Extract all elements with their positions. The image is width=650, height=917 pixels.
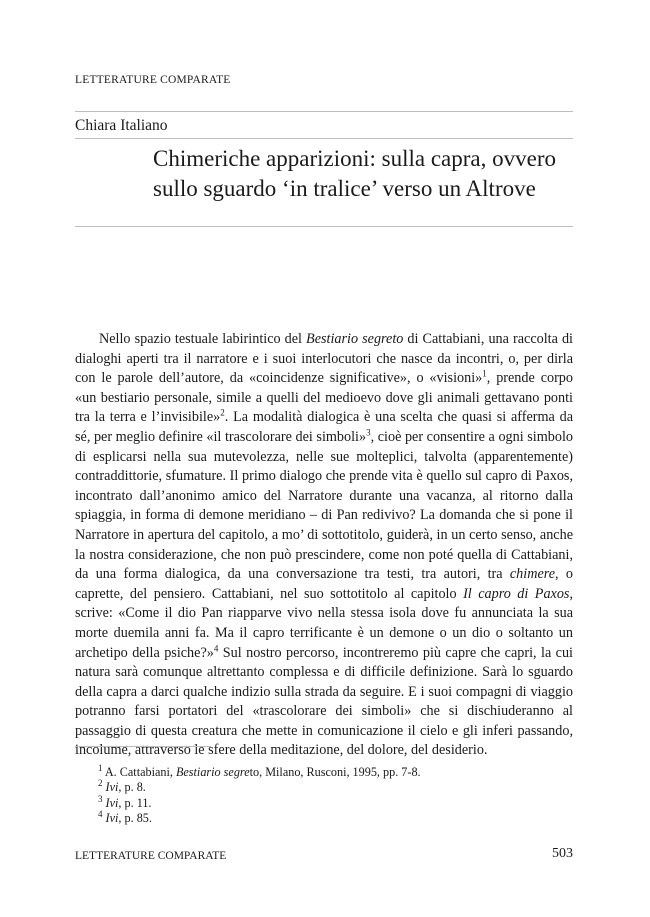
body-text: . La modalità dialogica è una scelta che quasi si afferma da sé, per meglio definire «il trascolorare dei simboli» (75, 409, 574, 445)
work-title: Bestiario segreto (306, 331, 404, 347)
footnote-text: , p. 11. (118, 795, 152, 810)
article-title (153, 144, 573, 204)
footnotes (98, 762, 568, 827)
footnote-text: to, Milano, Rusconi, 1995, pp. 7-8. (249, 765, 421, 779)
author-rule (75, 138, 573, 139)
footnote-text: , p. 85. (118, 811, 152, 826)
footnote-italic: Ivi (105, 780, 119, 795)
page-number: 503 (552, 846, 573, 861)
running-footer: LETTERATURE COMPARATE (75, 850, 227, 862)
footnote-ref[interactable]: 1 (482, 368, 487, 379)
chapter-title: Il capro di Paxos (463, 585, 570, 602)
footnote-italic: Ivi (105, 811, 119, 826)
footnote-text: A. Cattabiani, (104, 765, 176, 779)
footnote (98, 811, 568, 826)
footnote (98, 762, 568, 780)
footnote-number: 4 (98, 809, 103, 820)
footnote-number: 3 (98, 793, 103, 804)
body-text: Sul nostro percorso, incontreremo più capre che capri, la cui natura sarà comunque altrettanto complessa e di difficile definizione. Sarà lo sguardo della capra a darci qualche indizio sulla strada da seguire. E i suoi compagni di viaggio potranno farsi portatori del «trascolorare dei simboli» che si dischiuderanno al passaggio di questa creatura che mette in comunicazione il cielo e gli inferi passando, incolume, attraverso le sfere della meditazione, del dolore, del desiderio. (75, 644, 573, 759)
body-text: , o caprette, del pensiero. Cattabiani, nel suo sottotitolo al capitolo (75, 566, 573, 602)
footnote (98, 793, 568, 811)
footnote-italic: Bestiario segre (175, 765, 250, 779)
footnote-separator (75, 746, 211, 747)
body-text: , cioè per consentire a ogni simbolo di esplicarsi nella sua mutevolezza, nelle sue molteplici, talvolta (apparentemente) contraddittorie, sfumature. Il primo dialogo che prende vita è quello sul capro di Paxos, incontrato dall’anonimo amico del Narratore durante una vacanza, al ritorno dalla spiaggia, in forma di demone meridiano – di Pan redivivo? La domanda che si pone il Narratore in apertura del capitolo, a mo’ di sottotitolo, guiderà, in un certo senso, anche la nostra considerazione, che non può prescindere, come non poté quella di Cattabiani, da una forma dialogica, da una conversazione tra testi, tra autori, tra (75, 428, 573, 583)
body-text: , prende corpo «un bestiario personale, simile a quelli del medioevo dove gli animali gettavano ponti tra la terra e l’invisibile» (75, 370, 573, 426)
body-paragraph (75, 330, 573, 761)
header-rule (75, 111, 573, 112)
body-text: Nello spazio testuale labirintico del (99, 331, 307, 347)
running-header: LETTERATURE COMPARATE (75, 74, 231, 86)
author-name: Chiara Italiano (75, 117, 168, 134)
footnote-text: , p. 8. (118, 780, 146, 795)
footnote-italic: Ivi (105, 795, 119, 810)
article-body (75, 330, 573, 761)
title-rule (75, 226, 573, 227)
title-line-1: Chimeriche apparizioni: sulla capra, ovvero (153, 146, 556, 171)
footnote-number: 2 (98, 778, 103, 789)
footnote (98, 780, 568, 795)
body-text: di Cattabiani, una raccolta di dialoghi aperti tra il narratore e i suoi interlocutori che nasce da incontri, o, per dirla con le parole dell’autore, da «coincidenze significative», o «visioni» (75, 331, 573, 387)
title-line-2: sullo sguardo ‘in tralice’ verso un Altrove (153, 176, 536, 201)
footnote-ref[interactable]: 2 (220, 407, 225, 418)
footnote-number: 1 (98, 762, 103, 773)
body-text: , scrive: «Come il dio Pan riapparve vivo nella stessa isola dove fu annunciata la sua morte duemila anni fa. Ma il capro terrificante è un demone o un dio o soltanto un archetipo della psiche?» (75, 585, 574, 661)
footnote-ref[interactable]: 3 (366, 427, 371, 438)
footnote-ref[interactable]: 4 (213, 642, 219, 653)
emphasis-word: chimere (509, 566, 556, 583)
